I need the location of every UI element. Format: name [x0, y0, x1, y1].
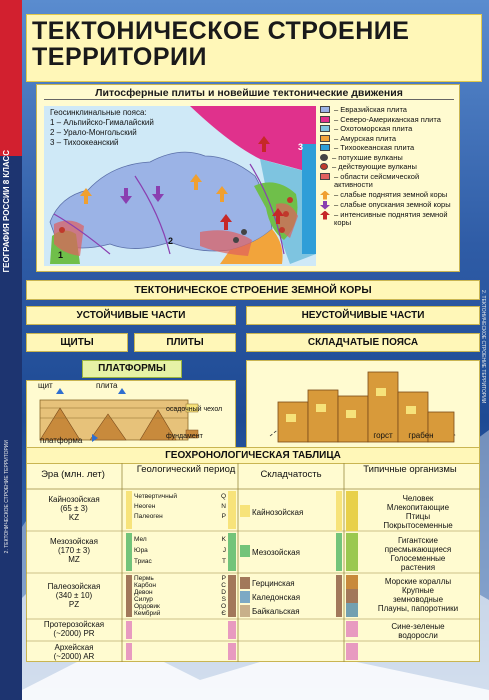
period-code: Є — [221, 610, 226, 617]
organism: Крупные — [402, 586, 434, 595]
era-code: PZ — [68, 600, 80, 609]
graben-label: грабен — [408, 431, 434, 440]
period-row — [134, 534, 226, 545]
structure-heading: ТЕКТОНИЧЕСКОЕ СТРОЕНИЕ ЗЕМНОЙ КОРЫ — [26, 280, 480, 300]
legend-label: – Охотоморская плита — [334, 124, 413, 133]
organism: Морские кораллы — [384, 577, 452, 586]
arrow-down-icon — [320, 201, 330, 210]
legend-label: – Амурская плита — [334, 133, 396, 143]
sediment-cover-label: осадочный чехол — [166, 406, 223, 413]
folding-caledonian: Каледонская — [252, 593, 301, 602]
period-code: N — [221, 503, 226, 510]
period-name: Девон — [134, 589, 153, 596]
belt-marker-2: 2 — [168, 236, 174, 246]
plates-label: ПЛИТЫ — [134, 333, 236, 352]
seismic-area-swatch — [320, 173, 330, 180]
period-row — [134, 596, 226, 603]
period-name: Кембрий — [134, 610, 161, 617]
period-row — [134, 603, 226, 610]
fold-belts-label: СКЛАДЧАТЫЕ ПОЯСА — [246, 333, 480, 352]
organism: Птицы — [405, 512, 431, 521]
legend-item — [320, 163, 460, 172]
col-header-organisms: Типичные организмы — [363, 464, 457, 475]
era-name: Протерозойская — [43, 620, 105, 629]
organisms-proterozoic — [360, 622, 476, 640]
era-name: Архейская — [54, 643, 94, 652]
legend-label: – Тихоокеанская плита — [334, 143, 415, 152]
period-code: J — [222, 547, 226, 554]
legend-label: – потухшие вулканы — [332, 152, 403, 162]
period-code: O — [220, 603, 226, 610]
legend-label: – Евразийская плита — [334, 105, 407, 114]
period-name: Триас — [134, 558, 152, 565]
organism: Гигантские — [398, 536, 438, 545]
period-code: D — [221, 589, 226, 596]
legend-item — [320, 201, 460, 210]
period-code: T — [222, 558, 226, 565]
legend-swatch — [320, 144, 330, 151]
fold-diagram — [250, 362, 476, 448]
period-name: Ордовик — [134, 603, 160, 610]
folding-baikal: Байкальская — [252, 607, 300, 616]
table-heading: ГЕОХРОНОЛОГИЧЕСКАЯ ТАБЛИЦА — [26, 447, 480, 464]
era-code: KZ — [68, 513, 80, 522]
basement-label: фундамент — [166, 433, 203, 440]
era-paleozoic — [28, 582, 120, 609]
period-name: Неоген — [134, 503, 156, 510]
stable-parts: УСТОЙЧИВЫЕ ЧАСТИ — [26, 306, 236, 325]
organism: Человек — [402, 494, 434, 503]
era-archean — [28, 643, 120, 661]
side-caption-left: 2. ТЕКТОНИЧЕСКОЕ СТРОЕНИЕ ТЕРРИТОРИИ — [4, 440, 10, 554]
period-name: Карбон — [134, 582, 156, 589]
organism: Голосеменные — [390, 554, 446, 563]
course-label: ГЕОГРАФИЯ РОССИИ 8 КЛАСС — [2, 150, 11, 273]
period-row — [134, 589, 226, 596]
belt-item-2: 2 – Урало-Монгольский — [50, 128, 137, 137]
era-age: (~2000) AR — [53, 652, 95, 661]
organism: земноводные — [392, 595, 444, 604]
extinct-volcano-icon — [320, 154, 328, 161]
title-line-1: ТЕКТОНИЧЕСКОЕ СТРОЕНИЕ — [32, 17, 410, 45]
folding-mesozoic: Мезозойская — [252, 548, 300, 557]
period-row — [134, 610, 226, 617]
periods-paleozoic — [134, 575, 226, 617]
period-code: K — [221, 536, 226, 543]
legend-label: – области сейсмической активности — [334, 171, 420, 189]
period-row — [134, 512, 226, 522]
period-code: P — [221, 513, 226, 520]
legend-label: – слабые опускания земной коры — [334, 199, 451, 209]
period-name: Палеоген — [134, 513, 163, 520]
period-code: Q — [220, 493, 226, 500]
legend-item — [320, 173, 460, 190]
legend-swatch — [320, 125, 330, 132]
page-title — [32, 18, 409, 70]
periods-cenozoic — [134, 492, 226, 522]
belt-marker-3: 3 — [298, 142, 304, 152]
active-volcano-icon — [320, 163, 328, 170]
legend-item — [320, 191, 460, 200]
organism: водоросли — [398, 631, 438, 640]
folding-hercynian: Герцинская — [252, 579, 295, 588]
legend-item — [320, 154, 460, 163]
organism: растения — [400, 563, 436, 572]
period-row — [134, 492, 226, 502]
legend-label: – Северо-Американская плита — [334, 114, 441, 124]
col-header-period: Геологический период — [136, 464, 236, 475]
legend-item — [320, 106, 460, 115]
period-row — [134, 545, 226, 556]
belts-caption — [50, 108, 154, 148]
legend-swatch — [320, 106, 330, 113]
plate-label: плита — [96, 381, 118, 390]
era-name: Кайнозойская — [48, 495, 100, 504]
map-heading: Литосферные плиты и новейшие тектонические движения — [44, 87, 454, 100]
legend-label: – интенсивные поднятия земной коры — [334, 209, 448, 227]
organism: пресмыкающиеся — [384, 545, 452, 554]
legend-item — [320, 116, 460, 125]
era-name: Палеозойская — [47, 582, 101, 591]
legend-swatch — [320, 116, 330, 123]
shields-label: ЩИТЫ — [26, 333, 128, 352]
side-caption-right: 2. ТЕКТОНИЧЕСКОЕ СТРОЕНИЕ ТЕРРИТОРИИ — [480, 290, 486, 404]
belts-title: Геосинклинальные пояса: — [50, 108, 147, 117]
platforms-label: ПЛАТФОРМЫ — [82, 360, 182, 378]
col-header-folding: Складчатость — [260, 469, 322, 480]
legend-item — [320, 135, 460, 144]
horst-label: горст — [373, 431, 393, 440]
era-age: (340 ± 10) — [55, 591, 93, 600]
organism: Сине-зеленые — [391, 622, 445, 631]
era-cenozoic — [28, 495, 120, 522]
arrow-up-icon — [320, 191, 330, 200]
shield-label: щит — [38, 381, 53, 390]
organisms-mesozoic — [360, 536, 476, 572]
era-proterozoic — [28, 620, 120, 638]
unstable-parts: НЕУСТОЙЧИВЫЕ ЧАСТИ — [246, 306, 480, 325]
period-row — [134, 556, 226, 567]
organisms-paleozoic — [360, 577, 476, 613]
arrow-up-strong-icon — [320, 211, 330, 220]
era-age: (170 ± 3) — [58, 546, 90, 555]
period-row — [134, 582, 226, 589]
era-name: Мезозойская — [50, 537, 98, 546]
organism: Млекопитающие — [386, 503, 450, 512]
belt-marker-1: 1 — [58, 250, 64, 260]
period-name: Мел — [134, 536, 147, 543]
col-header-era: Эра (млн. лет) — [41, 469, 105, 480]
period-name: Юра — [134, 547, 148, 554]
era-age: (65 ± 3) — [60, 504, 88, 513]
period-row — [134, 575, 226, 582]
legend-item — [320, 144, 460, 153]
era-mesozoic — [28, 537, 120, 564]
title-line-2: ТЕРРИТОРИИ — [32, 43, 207, 71]
era-code: MZ — [68, 555, 80, 564]
legend-item — [320, 211, 460, 228]
period-name: Пермь — [134, 575, 154, 582]
organism: Плауны, папоротники — [377, 604, 459, 613]
period-code: P — [221, 575, 226, 582]
legend-swatch — [320, 135, 330, 142]
folding-cenozoic: Кайнозойская — [252, 508, 304, 517]
legend-label: – действующие вулканы — [332, 162, 417, 171]
period-name: Четвертичный — [134, 493, 178, 500]
legend-label: – слабые поднятия земной коры — [334, 189, 448, 199]
platform-label: платформа — [40, 436, 83, 445]
belt-item-1: 1 – Альпийско-Гималайский — [50, 118, 154, 127]
periods-mesozoic — [134, 534, 226, 567]
organisms-cenozoic — [360, 494, 476, 530]
period-code: S — [221, 596, 226, 603]
era-age: (~2000) PR — [53, 629, 95, 638]
period-name: Силур — [134, 596, 153, 603]
side-red-block — [0, 0, 22, 156]
belt-item-3: 3 – Тихоокеанский — [50, 138, 119, 147]
period-row — [134, 502, 226, 512]
period-code: C — [221, 582, 226, 589]
legend-item — [320, 125, 460, 134]
map-legend — [320, 106, 460, 229]
organism: Покрытосеменные — [383, 521, 453, 530]
